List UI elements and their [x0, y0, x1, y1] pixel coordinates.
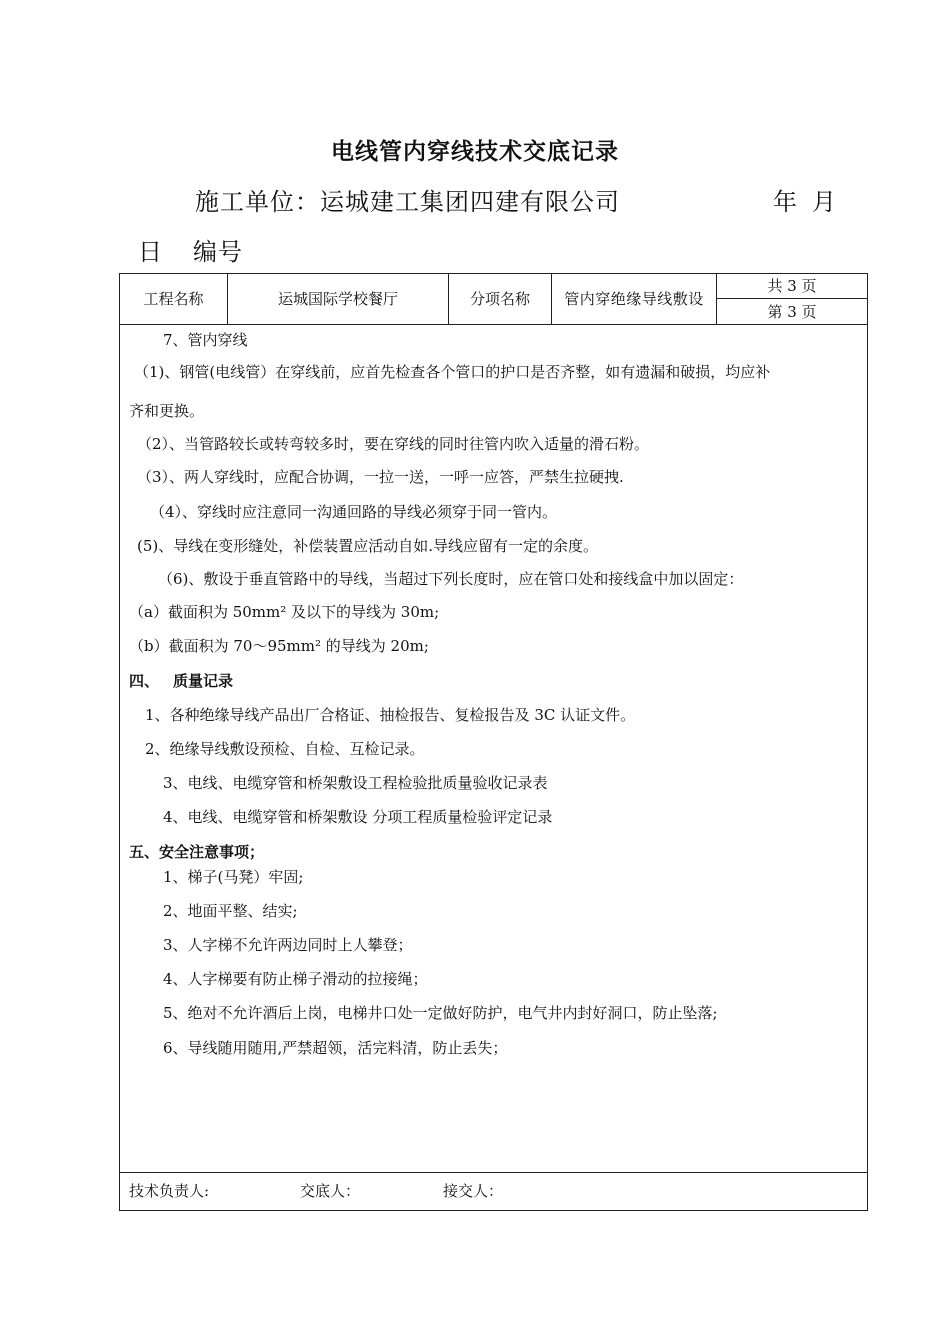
header-bottom-rule — [119, 324, 868, 325]
quality-item-2: 2、绝缘导线敷设预检、自检、互检记录。 — [145, 740, 425, 758]
quality-item-3: 3、电线、电缆穿管和桥架敷设工程检验批质量验收记录表 — [163, 774, 548, 792]
safety-item-6: 6、导线随用随用,严禁超领，活完料清，防止丢失； — [163, 1039, 508, 1057]
section-4-number: 四、 — [129, 672, 160, 690]
project-name-value: 运城国际学校餐厅 — [277, 290, 398, 308]
subitem-name-value: 管内穿绝缘导线敷设 — [564, 290, 704, 308]
construction-unit: 施工单位：运城建工集团四建有限公司 — [195, 188, 620, 216]
item-b: （b）截面积为 70～95mm² 的导线为 20m; — [129, 637, 429, 655]
paragraph-6: （6)、敷设于垂直管路中的导线，当超过下列长度时，应在管口处和接线盒中加以固定： — [158, 570, 744, 588]
document-title: 电线管内穿线技术交底记录 — [331, 138, 619, 165]
safety-item-5: 5、绝对不允许酒后上岗，电梯井口处一定做好防护，电气井内封好洞口，防止坠落; — [163, 1004, 718, 1022]
footer-top-rule — [119, 1172, 868, 1173]
tech-lead-signature-label: 技术负责人: — [129, 1182, 210, 1200]
safety-item-4: 4、人字梯要有防止梯子滑动的拉接绳； — [163, 970, 428, 988]
safety-item-2: 2、地面平整、结实; — [163, 902, 298, 920]
safety-item-3: 3、人字梯不允许两边同时上人攀登； — [163, 936, 413, 954]
number-label: 编号 — [193, 238, 243, 266]
paragraph-3: （3）、两人穿线时，应配合协调，一拉一送，一呼一应答，严禁生拉硬拽. — [137, 468, 624, 486]
item-a: （a）截面积为 50mm² 及以下的导线为 30m; — [129, 603, 440, 621]
date-day-and-number — [138, 232, 243, 267]
current-page: 第 3 页 — [767, 302, 817, 321]
total-pages: 共 3 页 — [767, 277, 817, 295]
month-label: 月 — [812, 188, 837, 216]
quality-item-4: 4、电线、电缆穿管和桥架敷设 分项工程质量检验评定记录 — [163, 808, 553, 826]
project-name-label: 工程名称 — [143, 290, 204, 308]
handover-signature-label: 交底人： — [300, 1182, 361, 1200]
receiver-signature-label: 接交人： — [443, 1182, 504, 1200]
paragraph-2: （2）、当管路较长或转弯较多时，要在穿线的同时往管内吹入适量的滑石粉。 — [137, 435, 650, 453]
subitem-name-label: 分项名称 — [469, 290, 530, 308]
date-year-month — [773, 182, 851, 217]
quality-item-1: 1、各种绝缘导线产品出厂合格证、抽检报告、复检报告及 3C 认证文件。 — [145, 706, 636, 724]
paragraph-5: (5)、导线在变形缝处，补偿装置应活动自如.导线应留有一定的余度。 — [137, 537, 599, 555]
section-4-heading: 质量记录 — [173, 672, 234, 690]
safety-item-1: 1、梯子(马凳）牢固; — [163, 868, 304, 886]
paragraph-1-line-1: （1)、钢管(电线管）在穿线前，应首先检查各个管口的护口是否齐整，如有遗漏和破损，均应补 — [134, 363, 771, 381]
paragraph-1-line-2: 齐和更换。 — [129, 402, 205, 420]
paragraph-4: （4）、穿线时应注意同一沟通回路的导线必须穿于同一管内。 — [150, 503, 558, 521]
day-label: 日 — [138, 238, 163, 266]
year-label: 年 — [773, 188, 798, 216]
section-7-heading: 7、管内穿线 — [163, 331, 248, 349]
section-5-heading: 五、安全注意事项； — [129, 843, 265, 861]
